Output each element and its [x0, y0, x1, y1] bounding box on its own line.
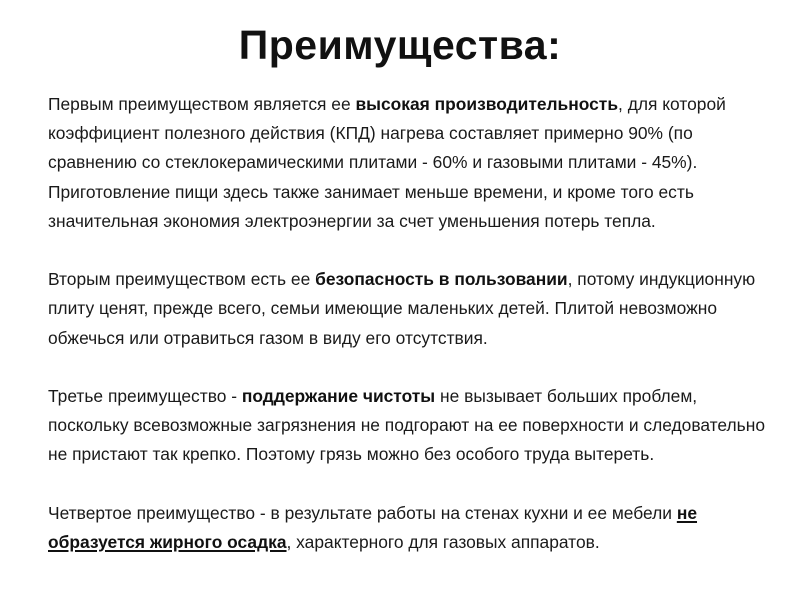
paragraph-cleanliness	[48, 382, 778, 470]
paragraph-performance	[48, 90, 778, 236]
paragraph-text: , для которой коэффициент полезного действия (КПД) нагрева составляет примерно 90% (по сравнению со стеклокерамическими плитами - 60% и газовыми плитами - 45%). Приготовление пищи здесь также занимает меньше времени, и кроме того есть значительная экономия электроэнергии за счет уменьшения потерь тепла.	[48, 94, 726, 231]
highlight-performance: высокая производительность	[355, 94, 619, 114]
highlight-safety: безопасность в пользовании	[315, 269, 568, 290]
paragraph-text: Вторым преимуществом есть ее	[48, 269, 316, 290]
highlight-cleanliness: поддержание чистоты	[241, 386, 436, 406]
slide-body	[48, 90, 778, 586]
paragraph-text: Четвертое преимущество - в результате работы на стенах кухни и ее мебели	[48, 502, 677, 523]
slide-title: Преимущества:	[238, 22, 562, 68]
paragraph-text: , характерного для газовых аппаратов.	[286, 532, 600, 552]
paragraph-text: не вызывает больших проблем, поскольку всевозможные загрязнения не подгорают на ее поверхности и следовательно не пристают так крепко. Поэтому грязь можно без особого труда вытереть.	[48, 386, 766, 465]
paragraph-text: , потому индукционную плиту ценят, прежде всего, семьи имеющие маленьких детей. Плитой невозможно обжечься или отравиться газом в виду его отсутствия.	[48, 269, 756, 348]
paragraph-no-grease	[48, 499, 778, 557]
paragraph-text: Третье преимущество -	[48, 386, 242, 406]
highlight-no-grease: не образуется жирного осадка	[48, 502, 698, 552]
paragraph-text: Первым преимуществом является ее	[48, 94, 356, 114]
paragraph-safety	[48, 265, 778, 353]
